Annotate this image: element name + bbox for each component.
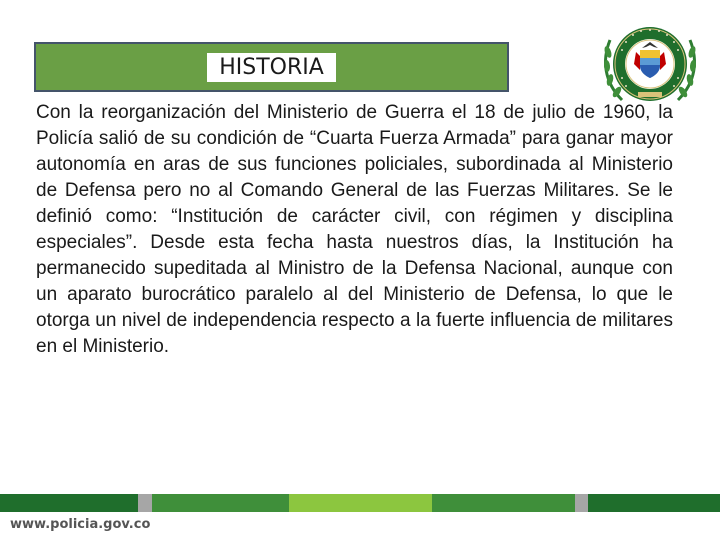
footer-color-bar	[0, 494, 720, 512]
history-paragraph: Con la reorganización del Ministerio de Guerra el 18 de julio de 1960, la Policía salió de su condición de “Cuarta Fuerza Armada” para ganar mayor autonomía en aras de sus funciones policiales, subordinada al Ministerio de Defensa pero no al Comando General de las Fuerzas Militares. Se le definió como: “Institución de carácter civil, con régimen y disciplina especiales”. Desde esta fecha hasta nuestros días, la Institución ha permanecido supeditada al Ministro de la Defensa Nacional, aunque con un aparato burocrático paralelo al del Ministerio de Defensa, lo que le otorga un nivel de independencia respecto a la fuerte influencia de militares en el Ministerio.	[36, 102, 673, 357]
page-title: HISTORIA	[207, 53, 336, 82]
title-box	[34, 42, 509, 92]
policia-nacional-emblem-icon	[600, 20, 700, 108]
footer-website: www.policia.gov.co	[10, 517, 151, 532]
